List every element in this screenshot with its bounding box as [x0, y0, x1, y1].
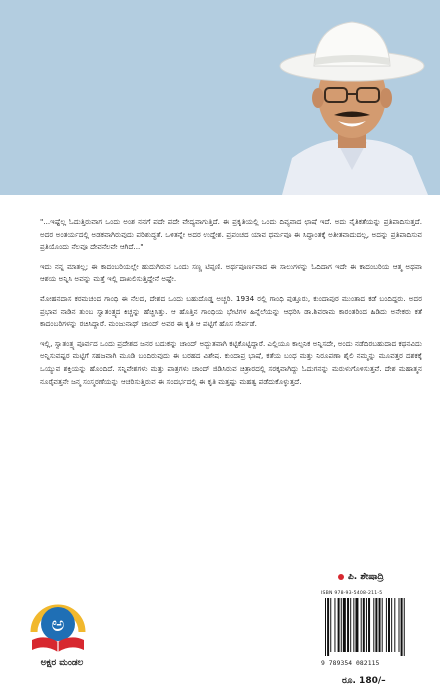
publisher-name: ಅಕ್ಷರ ಮಂಡಲ [40, 658, 84, 668]
barcode-stripe [379, 598, 381, 652]
barcode-stripe [386, 598, 387, 652]
barcode-stripe [361, 598, 362, 652]
barcode-stripe [327, 598, 329, 656]
barcode-stripe [353, 598, 354, 652]
blurb-paragraph-3: ಮೋಹನದಾಸ ಕರಮಚಂದ ಗಾಂಧಿ ಈ ನೆಲದ, ದೇಶದ ಒಂದು ಬಹುದೊಡ್ಡ ಅಚ್ಚರಿ. 1934 ರಲ್ಲಿ ಗಾಂಧಿ ಪುತ್ತೂರು, ಕುಂದಾಪುರ ಮುಂತಾದ ಕಡೆ ಬಂದಿದ್ದರು. ಅದರ ಪ್ರಭಾವ ನಾಡಿನ ತುಂಬ ಸ್ವಾತಂತ್ರ್ಯದ ಕಿಚ್ಚನ್ನು ಹೆಚ್ಚಿಸಿತ್ತು. ಆ ಹೊತ್ತಿನ ಗಾಂಧಿಯ ಭೇಟಿಗಳ ಹಿನ್ನೆಲೆಯನ್ನು ಆಧರಿಸಿ ಡಾ.ಶಿವರಾಮ ಕಾರಂತರಿಂದ ಹಿಡಿದು ಅನೇಕರು ಕತೆ ಕಾದಂಬರಿಗಳನ್ನು ರಚಿಸಿದ್ದಾರೆ. ಮಂಜುನಾಥ್ ಚಾಂದ್ ಅವರ ಈ ಕೃತಿ ಆ ಪಟ್ಟಿಗೆ ಹೊಸ ಸೇರ್ಪಡೆ. [40, 293, 422, 329]
barcode-bars [321, 596, 421, 656]
publisher-logo [28, 594, 88, 656]
back-cover-blurb [40, 216, 422, 395]
barcode-stripe [399, 598, 400, 652]
barcode-stripe [330, 598, 331, 652]
barcode-stripe [382, 598, 383, 652]
blurb-paragraph-2: ಇದು ನನ್ನ ಮಾತಲ್ಲ; ಈ ಕಾದಂಬರಿಯಲ್ಲೇ ಹುದುಗಿರುವ ಒಂದು ಸಣ್ಣ ಟಿಪ್ಪಣಿ. ಅರ್ಥಪೂರ್ಣವಾದ ಈ ಸಾಲುಗಳನ್ನು ಓದಿದಾಗ ಇದೇ ಈ ಕಾದಂಬರಿಯ ಆತ್ಮ ಅಥವಾ ಆಶಯ ಅನ್ನಿಸಿ ಅವನ್ನು ಮತ್ತೆ ಇಲ್ಲಿ ದಾಖಲಿಸುತ್ತಿದ್ದೇನೆ ಅಷ್ಟೇ. [40, 261, 422, 284]
blurb-paragraph-4: ಇಲ್ಲಿ, ಸ್ವಾತಂತ್ರ್ಯ ಪೂರ್ವದ ಒಂದು ಪ್ರದೇಶದ ಜನರ ಬದುಕನ್ನು ಚಾಂದ್ ಅದ್ಭುತವಾಗಿ ಕಟ್ಟಿಕೊಟ್ಟಿದ್ದಾರೆ. ಎಲ್ಲಿಯೂ ಕಾಲ್ಪನಿಕ ಅನ್ನಿಸದೇ, ಅಂದು ನಡೆದಿರಬಹುದಾದ ಕಥನವಿದು ಅನ್ನಿಸುವಷ್ಟರ ಮಟ್ಟಿಗೆ ಸಹಜವಾಗಿ ಮೂಡಿ ಬಂದಿರುವುದು ಈ ಬರಹದ ವಿಶೇಷ. ಕುಂದಾಪ್ರ ಭಾಷೆ, ಕತೆಯ ಬಂಧ ಮತ್ತು ನಿರೂಪಣಾ ಶೈಲಿ ನಮ್ಮನ್ನು ಮೂವತ್ತರ ದಶಕಕ್ಕೆ ಒಯ್ಯುವ ಶಕ್ತಿಯನ್ನು ಹೊಂದಿದೆ. ಸನ್ನಿವೇಶಗಳು ಮತ್ತು ಪಾತ್ರಗಳು ಚಾಂದ್ ಜಿಡಿಸಿರುವ ಚಿತ್ರಾರದಲ್ಲಿ ಸರಕ್ಕವಾಗಿದ್ದು ಓದುಗನನ್ನು ಮರುಳುಗೊಳಿಸುತ್ತವೆ. ದೇಶ ಮಹಾತ್ಮನ ನೂರೈವತ್ತನೇ ಜನ್ಮ ಸಂಸ್ಮರಣೆಯನ್ನು ಆಚರಿಸುತ್ತಿರುವ ಈ ಸಂದರ್ಭದಲ್ಲಿ ಈ ಕೃತಿ ಮತ್ತಷ್ಟು ಮಹತ್ವ ಪಡೆದುಕೊಳ್ಳುತ್ತದೆ. [40, 338, 422, 386]
author-portrait [262, 8, 440, 195]
blurb-signature [338, 572, 384, 582]
barcode-stripe [350, 598, 351, 652]
barcode-stripe [366, 598, 367, 652]
barcode-stripe [343, 598, 346, 652]
barcode-digits: 9 789354 082115 [321, 660, 380, 667]
barcode-stripe [391, 598, 392, 652]
barcode-stripe [375, 598, 377, 652]
barcode-stripe [347, 598, 349, 652]
blurb-paragraph-1: "...ಇಷ್ಟೆಲ್ಲ ಓದುತ್ತಿರುವಾಗ ಒಂದು ಅಂಶ ನನಗೆ ಪದೇ ಪದೇ ವೇದ್ಯವಾಗುತ್ತಿದೆ. ಈ ಪ್ರಕೃತಿಯಲ್ಲಿ ಒಂದು ದಿವ್ಯವಾದ ಛಾಷೆ ಇದೆ. ಅದು ನೈತಿಕತೆಯನ್ನು ಪ್ರತಿಪಾದಿಸುತ್ತದೆ. ಅದರ ಅಂತರ್ಯದಲ್ಲಿ ಅಡಕವಾಗಿರುವುದು ಪರಿಶುದ್ಧತೆ. ಒಳಿತನ್ನೇ ಅದರ ಉದ್ದೇಶ. ಪ್ರಪಂಚದ ಯಾವ ಧರ್ಮವೂ ಈ ಸಿದ್ಧಾಂತಕ್ಕೆ ಅತೀತವಾದುದಲ್ಲ, ಅದನ್ನು ಪ್ರತಿಪಾದಿಸುವ ಪ್ರತಿಯೊಂದು ನೆಲವೂ ದೇವನೆಲವೇ ಆಗಿದೆ..." [40, 217, 422, 252]
price-label: ರೂ. 180/– [342, 676, 386, 686]
isbn-label: ISBN 978-93-5408-211-5 [321, 591, 383, 596]
barcode-stripe [373, 598, 374, 652]
barcode-stripe [363, 598, 365, 652]
barcode-stripe [388, 598, 390, 652]
barcode-stripe [325, 598, 326, 656]
isbn-barcode [321, 591, 421, 667]
barcode-stripe [404, 598, 405, 656]
signature-name: ಪಿ. ಶೇಷಾದ್ರಿ [348, 572, 384, 582]
barcode-stripe [334, 598, 335, 652]
barcode-stripe [368, 598, 370, 652]
barcode-stripe [355, 598, 358, 652]
barcode-stripe [338, 598, 340, 652]
logo-letter: ಅ [51, 612, 65, 636]
barcode-stripe [401, 598, 403, 656]
barcode-stripe [341, 598, 342, 652]
barcode-stripe [394, 598, 395, 652]
bullet-dot-icon [338, 574, 344, 580]
